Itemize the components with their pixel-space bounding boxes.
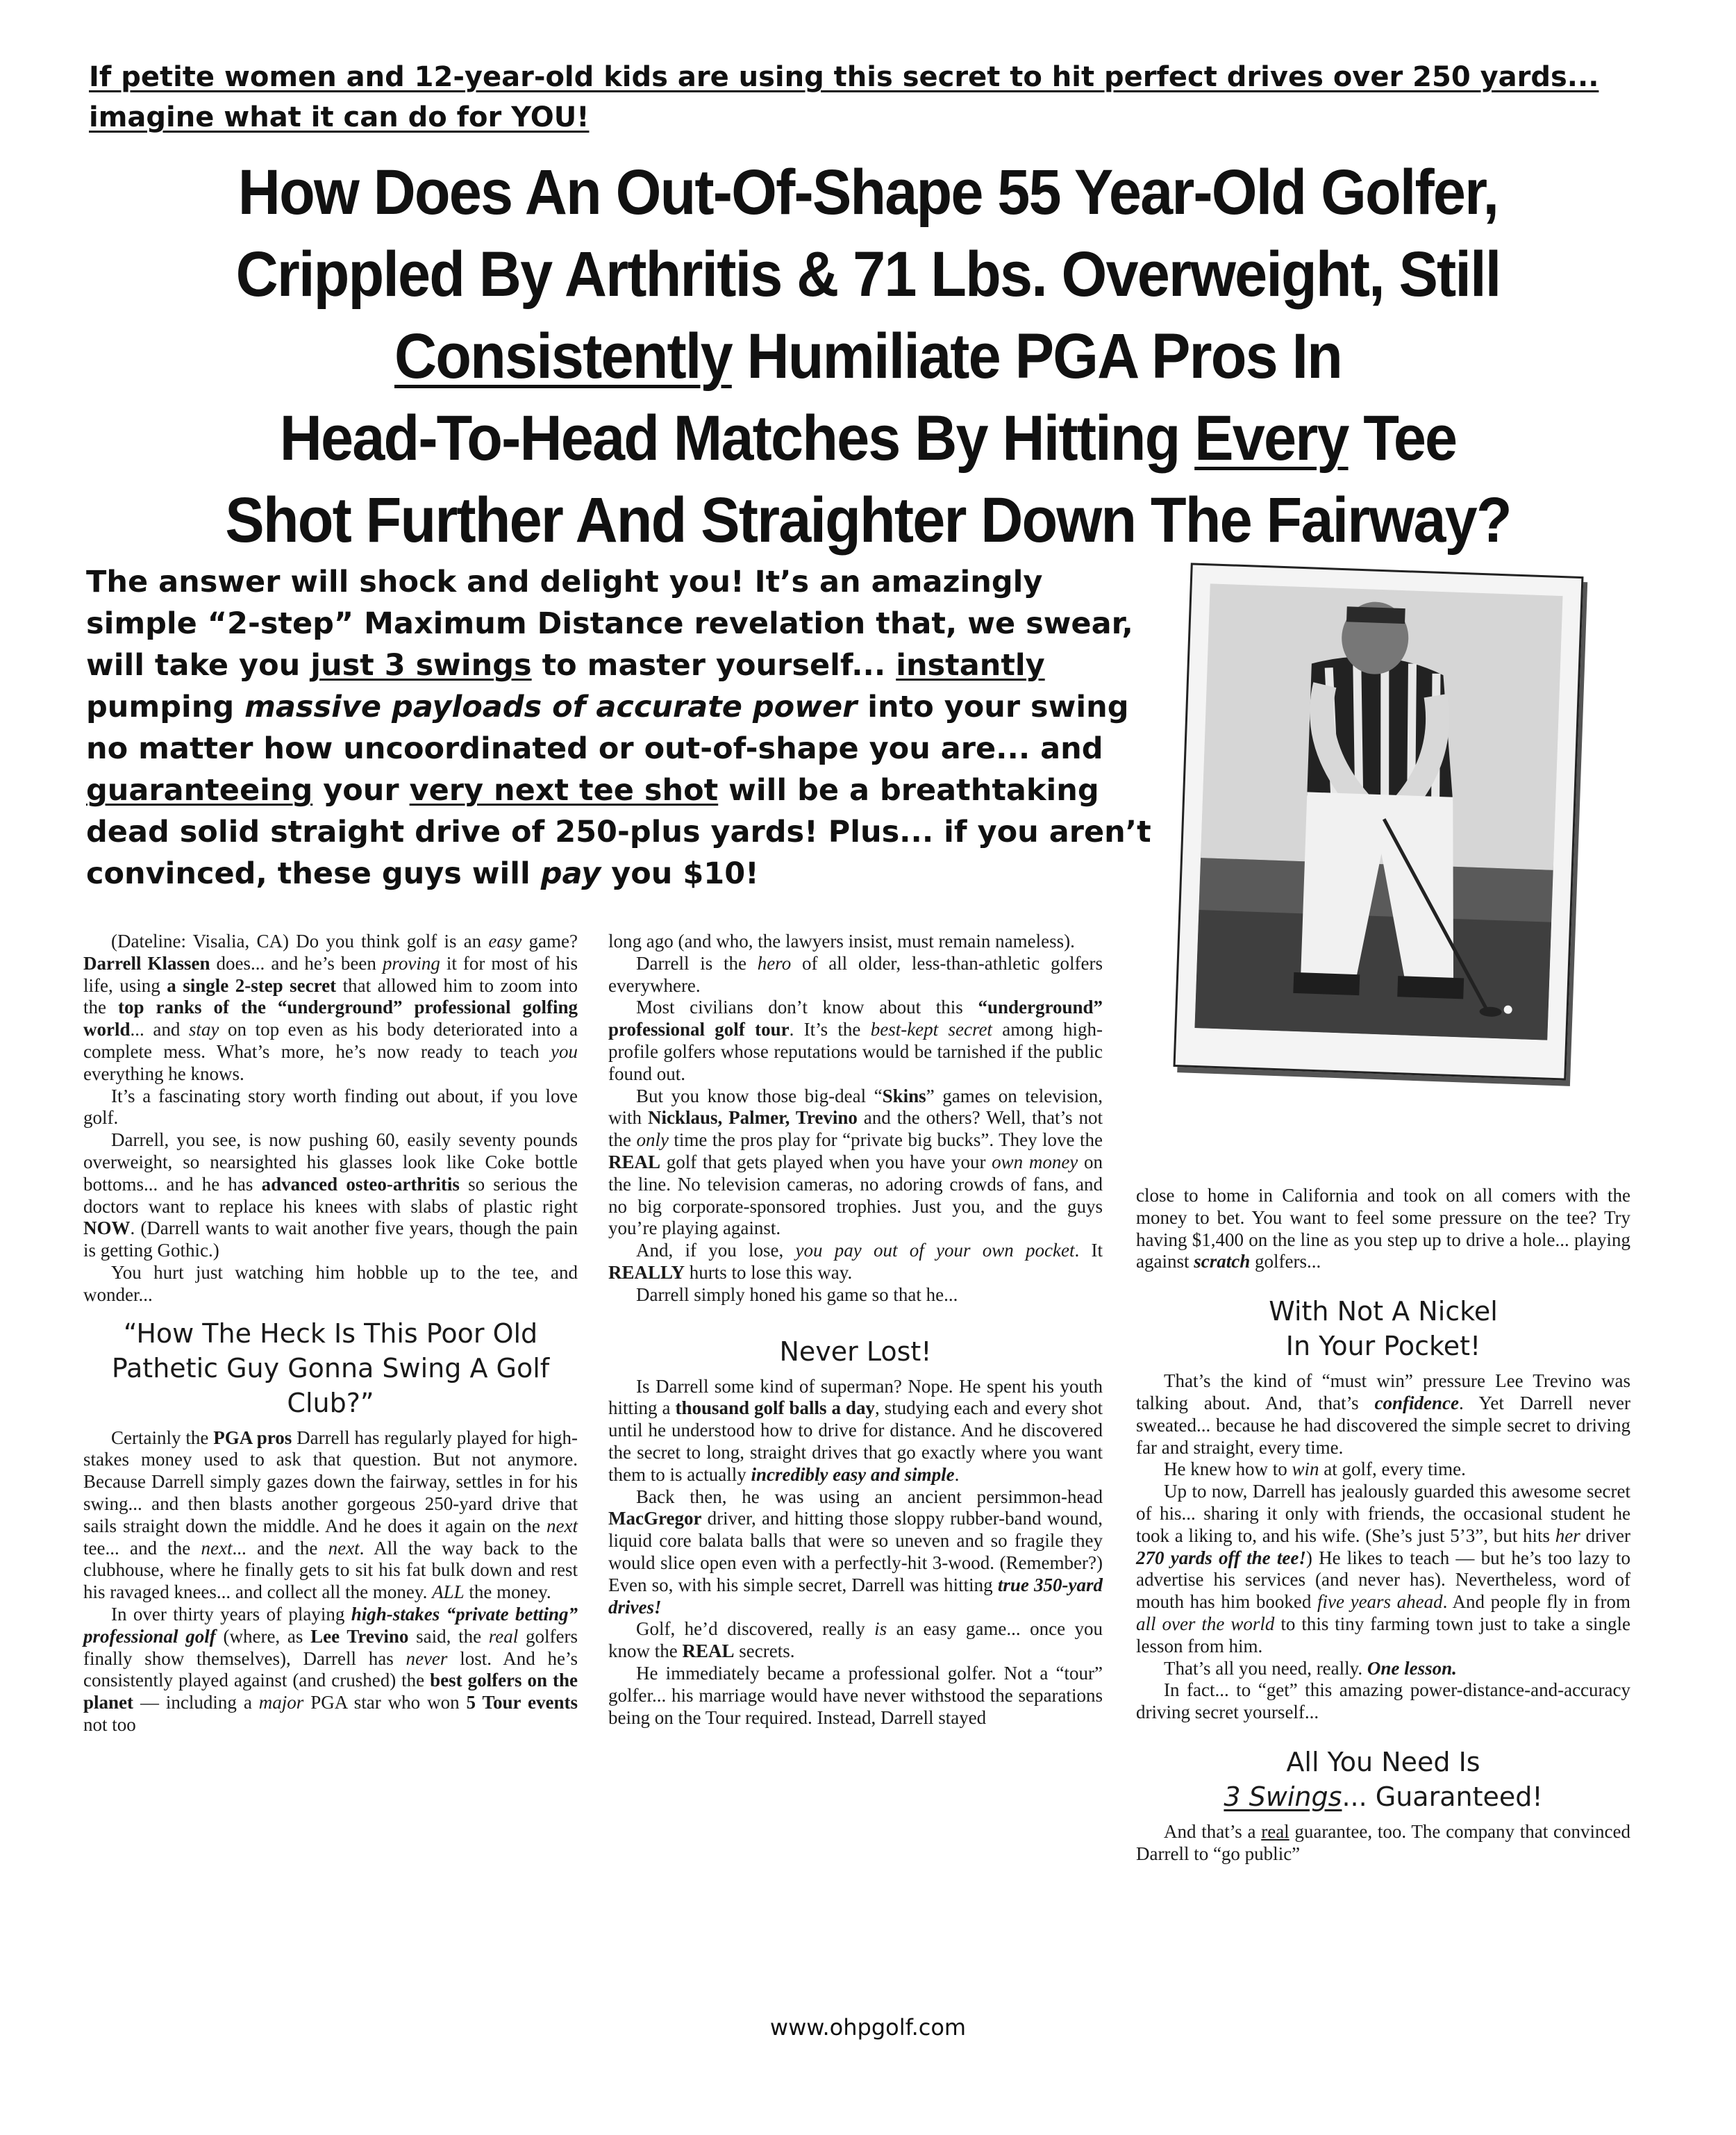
section-heading-line: With Not A Nickel (1269, 1296, 1498, 1327)
website-url[interactable]: www.ohpgolf.com (769, 2014, 967, 2041)
subhead-part: guaranteeing (86, 773, 313, 808)
subhead-part: will be a breathtaking dead solid straight drive of 250-plus yards! Plus... if you aren’t convinced, these guys will (86, 773, 1151, 891)
paragraph: He immediately became a professional golfer. Not a “tour” golfer... his marriage would have never withstood the separations being on the Tour required. Instead, Darrell stayed (608, 1662, 1103, 1728)
headline-line-4 (140, 397, 1596, 479)
paragraph: close to home in California and took on all comers with the money to bet. You want to feel some pressure on the tee? Try having $1,400 on the line as you step up to drive a hole... playing against scratch golfers... (1136, 1185, 1630, 1272)
headline-line-3 (140, 315, 1596, 397)
section-heading-line (1136, 1779, 1630, 1814)
paragraph: In over thirty years of playing high-stakes “private betting” professional golf (where, as Lee Trevino said, the real golfers finally show themselves), Darrell has never lost. And he’s consistently played against (and crushed) the best golfers on the planet — including a major PGA star who won 5 Tour events not too (83, 1603, 578, 1735)
guaranteed-text: ... Guaranteed! (1342, 1781, 1543, 1812)
paragraph: Most civilians don’t know about this “underground” professional golf tour. It’s the best-kept secret among high-profile golfers whose reputations would be tarnished if the public found out. (608, 997, 1103, 1084)
paragraph: That’s all you need, really. One lesson. (1164, 1657, 1457, 1679)
subhead-part: The answer will shock and delight you! It’s an amazingly simple “2-step” Maximum Distance revelation that, we swear, will take you (86, 565, 1133, 683)
paragraph: You hurt just watching him hobble up to the tee, and wonder... (83, 1261, 578, 1305)
paragraph: (Dateline: Visalia, CA) Do you think golf is an easy game? Darrell Klassen does... and he’s been proving it for most of his life, using a single 2-step secret that allowed him to zoom into the top ranks of the “underground” professional golfing world... and stay on top even as his body deteriorated into a complete mess. What’s more, he’s now ready to teach you everything he knows. (83, 931, 578, 1084)
paragraph: It’s a fascinating story worth finding out about, if you love golf. (83, 1085, 578, 1129)
paragraph: He knew how to win at golf, every time. (1164, 1459, 1466, 1480)
section-heading-line: All You Need Is (1286, 1746, 1480, 1777)
headline-line-1: How Does An Out-Of-Shape 55 Year-Old Golfer, (237, 157, 1499, 228)
paragraph: That’s the kind of “must win” pressure Lee Trevino was talking about. And, that’s confidence. Yet Darrell never sweated... because he had discovered the simple secret to driving far and straight, every time. (1136, 1370, 1630, 1458)
headline-consistently: Consistently (394, 321, 732, 392)
kicker-line: If petite women and 12-year-old kids are using this secret to hit perfect drives over 250 yards... imagine what it can do for YOU! (89, 61, 1599, 133)
paragraph: Golf, he’d discovered, really is an easy game... once you know the REAL secrets. (608, 1618, 1103, 1662)
article-column-1 (83, 931, 578, 1736)
paragraph: And, if you lose, you pay out of your own pocket. It REALLY hurts to lose this way. (608, 1240, 1103, 1283)
article-column-2 (608, 931, 1103, 1729)
section-heading: Never Lost! (779, 1336, 932, 1367)
subheadline (86, 561, 1155, 895)
headline (140, 151, 1596, 561)
subhead-part: instantly (896, 648, 1045, 683)
headline-line-5: Shot Further And Straighter Down The Fairway? (225, 485, 1511, 556)
paragraph: But you know those big-deal “Skins” games on television, with Nicklaus, Palmer, Trevino and the others? Well, that’s not the only time the pros play for “private big bucks”. They love the REAL golf that gets played when you have your own money on the line. No television cameras, no adoring crowds of fans, and no big corporate-sponsored trophies. Just you, and the guys you’re playing against. (608, 1085, 1103, 1239)
headline-line-3-rest: Humiliate PGA Pros In (731, 321, 1342, 392)
paragraph: Is Darrell some kind of superman? Nope. He spent his youth hitting a thousand golf balls a day, studying each and every shot until he understood how to drive for distance. And he discovered the secret to long, straight drives that go exactly where you want them to is actually incredibly easy and simple. (608, 1375, 1103, 1485)
section-heading-line: In Your Pocket! (1285, 1331, 1481, 1362)
paragraph: Darrell is the hero of all older, less-than-athletic golfers everywhere. (608, 952, 1103, 996)
subhead-part: you $10! (601, 856, 759, 891)
golfer-illustration (1194, 583, 1562, 1040)
section-heading (1136, 1745, 1630, 1814)
subhead-part: just 3 swings (310, 648, 532, 683)
paragraph: Darrell, you see, is now pushing 60, easily seventy pounds overweight, so nearsighted his glasses look like Coke bottle bottoms... and he has advanced osteo-arthritis so serious the doctors want to replace his knees with slabs of plastic right NOW. (Darrell wants to wait another five years, though the pain is getting Gothic.) (83, 1129, 578, 1261)
subhead-part: pay (540, 856, 601, 891)
subhead-part: to master yourself... (531, 648, 896, 683)
paragraph: Darrell simply honed his game so that he... (636, 1284, 958, 1305)
golfer-photo-frame (1174, 563, 1584, 1080)
paragraph: And that’s a real guarantee, too. The company that convinced Darrell to “go public” (1136, 1820, 1630, 1864)
paragraph: Certainly the PGA pros Darrell has regularly played for high-stakes money used to ask that question. But not anymore. Because Darrell simply gazes down the fairway, settles in for his swing... and then blasts another gorgeous 250-yard drive that sails straight down the middle. And he does it again on the next tee... and the next... and the next. All the way back to the clubhouse, where he finally gets to sit his fat bulk down and rest his ravaged knees... and collect all the money. ALL the money. (83, 1427, 578, 1603)
article-column-3 (1136, 1185, 1630, 1866)
headline-line-2: Crippled By Arthritis & 71 Lbs. Overweight, Still (235, 239, 1501, 310)
golfer-photo (1194, 583, 1562, 1040)
section-heading (1136, 1294, 1630, 1363)
subhead-part: your (312, 773, 410, 808)
three-swings: 3 Swings (1224, 1781, 1342, 1812)
headline-line-4-start: Head-To-Head Matches By Hitting (279, 403, 1195, 474)
paragraph: In fact... to “get” this amazing power-distance-and-accuracy driving secret yourself... (1136, 1679, 1630, 1723)
subhead-part: pumping (86, 690, 245, 724)
paragraph: Back then, he was using an ancient persimmon-head MacGregor driver, and hitting those sloppy rubber-band wound, liquid core balata balls that were so uneven and so fragile they would slice open even with a perfectly-hit 3-wood. (Remember?) Even so, with his simple secret, Darrell was hitting true 350-yard drives! (608, 1486, 1103, 1618)
section-heading: “How The Heck Is This Poor Old Pathetic Guy Gonna Swing A Golf Club?” (111, 1318, 550, 1418)
subhead-part: massive payloads of accurate power (244, 690, 858, 724)
headline-line-4-end: Tee (1348, 403, 1457, 474)
subhead-part: very next tee shot (409, 773, 719, 808)
subhead-part: into your swing no matter how uncoordinated or out-of-shape you are... and (86, 690, 1129, 766)
headline-every: Every (1194, 403, 1349, 474)
paragraph: Up to now, Darrell has jealously guarded this awesome secret of his... sharing it only with friends, the occasional student he took a liking to, and his wife. (She’s just 5’3”, but hits her driver 270 yards off the tee!) He likes to teach — but he’s too lazy to advertise his services (and never has). Nevertheless, word of mouth has him booked five years ahead. And people fly in from all over the world to this tiny farming town just to take a single lesson from him. (1136, 1481, 1630, 1656)
paragraph: long ago (and who, the lawyers insist, must remain nameless). (608, 931, 1075, 952)
